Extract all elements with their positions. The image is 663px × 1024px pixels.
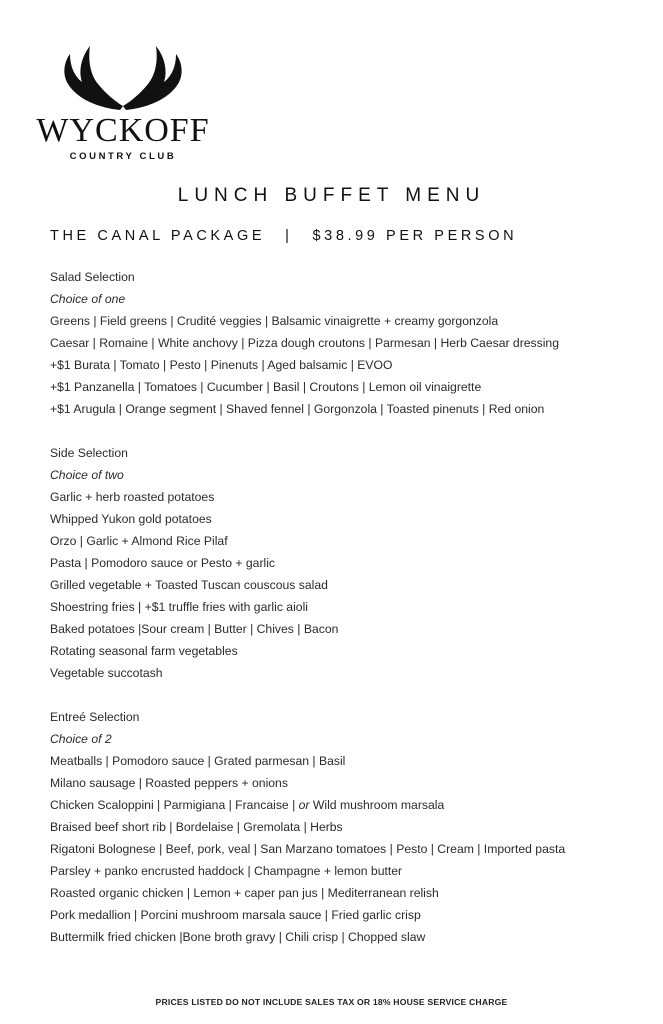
side-item: Shoestring fries | +$1 truffle fries with garlic aioli (50, 600, 308, 614)
side-choice: Choice of two (50, 468, 124, 482)
menu-title: LUNCH BUFFET MENU (177, 185, 486, 206)
entree-item: Roasted organic chicken | Lemon + caper pan jus | Mediterranean relish (50, 886, 439, 900)
salad-item: +$1 Panzanella | Tomatoes | Cucumber | Basil | Croutons | Lemon oil vinaigrette (50, 380, 482, 394)
package-separator: | (285, 228, 293, 244)
side-item: Whipped Yukon gold potatoes (50, 512, 212, 526)
club-name: WYCKOFF (36, 112, 210, 149)
entree-item: Milano sausage | Roasted peppers + onions (50, 776, 288, 790)
entree-heading: Entreé Selection (50, 710, 140, 724)
side-item: Rotating seasonal farm vegetables (50, 644, 238, 658)
package-name: THE CANAL PACKAGE (50, 228, 266, 244)
salad-heading: Salad Selection (50, 270, 135, 284)
entree-item: Rigatoni Bolognese | Beef, pork, veal | San Marzano tomatoes | Pesto | Cream | Imported pasta (50, 842, 566, 856)
entree-item: Braised beef short rib | Bordelaise | Gremolata | Herbs (50, 820, 343, 834)
side-item: Garlic + herb roasted potatoes (50, 490, 215, 504)
salad-item: +$1 Arugula | Orange segment | Shaved fennel | Gorgonzola | Toasted pinenuts | Red onion (50, 402, 545, 416)
side-heading: Side Selection (50, 446, 128, 460)
club-logo (28, 40, 218, 165)
antlers-logo-icon (60, 44, 186, 114)
entree-item: Pork medallion | Porcini mushroom marsala sauce | Fried garlic crisp (50, 908, 421, 922)
package-header (50, 228, 517, 244)
side-item: Vegetable succotash (50, 666, 163, 680)
entree-item: Meatballs | Pomodoro sauce | Grated parmesan | Basil (50, 754, 346, 768)
entree-item: Buttermilk fried chicken |Bone broth gravy | Chili crisp | Chopped slaw (50, 930, 426, 944)
salad-item: Greens | Field greens | Crudité veggies | Balsamic vinaigrette + creamy gorgonzola (50, 314, 499, 328)
salad-choice: Choice of one (50, 292, 126, 306)
entree-item: Parsley + panko encrusted haddock | Champagne + lemon butter (50, 864, 403, 878)
entree-choice: Choice of 2 (50, 732, 112, 746)
salad-item: Caesar | Romaine | White anchovy | Pizza dough croutons | Parmesan | Herb Caesar dressing (50, 336, 559, 350)
side-item: Baked potatoes |Sour cream | Butter | Chives | Bacon (50, 622, 339, 636)
package-price: $38.99 PER PERSON (312, 228, 518, 244)
salad-item: +$1 Burata | Tomato | Pesto | Pinenuts | Aged balsamic | EVOO (50, 358, 393, 372)
side-item: Pasta | Pomodoro sauce or Pesto + garlic (50, 556, 276, 570)
side-item: Orzo | Garlic + Almond Rice Pilaf (50, 534, 228, 548)
menu-body (50, 266, 650, 948)
club-subtitle: COUNTRY CLUB (69, 151, 177, 162)
entree-item: Chicken Scaloppini | Parmigiana | Francaise | or Wild mushroom marsala (50, 798, 445, 812)
side-item: Grilled vegetable + Toasted Tuscan couscous salad (50, 578, 328, 592)
pricing-disclaimer: PRICES LISTED DO NOT INCLUDE SALES TAX OR 18% HOUSE SERVICE CHARGE (155, 997, 508, 1007)
